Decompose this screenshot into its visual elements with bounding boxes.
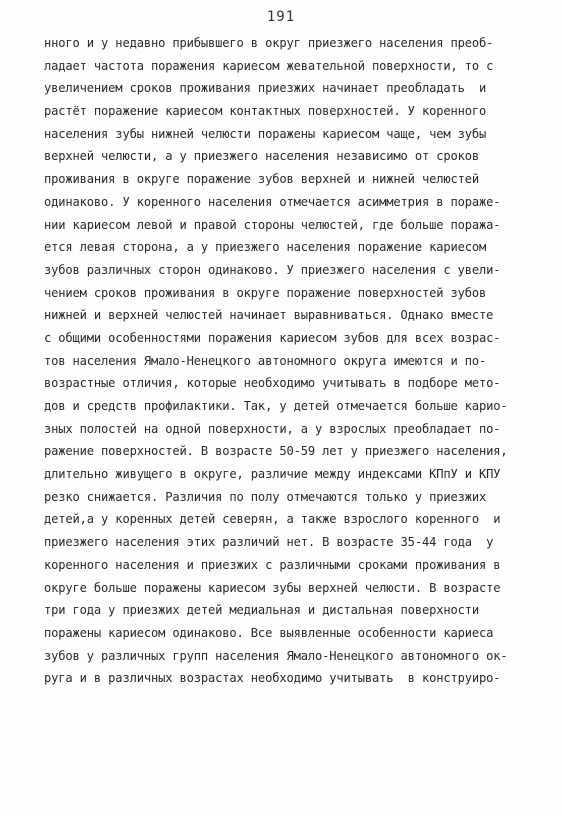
text-line: ладает частота поражения кариесом жевательной поверхности, то с [44,58,494,73]
page-number: 191 [266,9,296,25]
text-line: три года у приезжих детей медиальная и дистальная поверхности [44,603,479,618]
text-line: увеличением сроков проживания приезжих начинает преобладать и [44,81,487,96]
text-line: зубов у различных групп населения Ямало-Ненецкого автономного ок- [44,648,508,663]
text-line: нного и у недавно прибывшего в округ приезжего населения преоб- [44,36,494,50]
text-line: поражены кариесом одинаково. Все выявленные особенности кариеса [44,625,494,640]
text-line: округе больше поражены кариесом зубы верхней челюсти. В возрасте [44,580,501,595]
text-line: коренного населения и приезжих с различными сроками проживания в [44,557,501,572]
text-line: зубов различных сторон одинаково. У приезжего населения с увели- [44,262,501,277]
text-line: приезжего населения этих различий нет. В возрасте 35-44 года у [44,535,494,550]
text-line: верхней челюсти, а у приезжего населения независимо от сроков [44,149,479,164]
text-line: одинаково. У коренного населения отмечается асимметрия в пораже- [44,194,501,209]
text-line: чением сроков проживания в округе поражение поверхностей зубов [44,285,487,300]
text-line: населения зубы нижней челюсти поражены кариесом чаще, чем зубы [44,126,487,141]
text-line: нии кариесом левой и правой стороны челюстей, где больше поража- [44,217,501,232]
text-line: детей,а у коренных детей северян, а также взрослого коренного и [44,512,501,527]
body-text [44,32,544,690]
text-line: длительно живущего в округе, различие между индексами КПпУ и КПУ [44,467,501,482]
text-line: возрастные отличия, которые необходимо учитывать в подборе мето- [44,376,501,391]
text-line: проживания в округе поражение зубов верхней и нижней челюстей [44,172,479,187]
text-line: с общими особенностями поражения кариесом зубов для всех возрас- [44,330,501,345]
text-line: тов населения Ямало-Ненецкого автономного округа имеются и по- [44,353,487,368]
text-line: ется левая сторона, а у приезжего населения поражение кариесом [44,240,487,255]
text-line: зных полостей на одной поверхности, а у взрослых преобладает по- [44,421,501,436]
text-line: ражение поверхностей. В возрасте 50-59 лет у приезжего населения, [44,444,508,459]
text-line: руга и в различных возрастах необходимо учитывать в конструиро- [44,671,501,686]
text-line: дов и средств профилактики. Так, у детей отмечается больше карио- [44,399,508,413]
text-line: резко снижается. Различия по полу отмечаются только у приезжих [44,489,487,504]
text-line: нижней и верхней челюстей начинает выравниваться. Однако вместе [44,308,494,323]
text-line: растёт поражение кариесом контактных поверхностей. У коренного [44,104,487,119]
